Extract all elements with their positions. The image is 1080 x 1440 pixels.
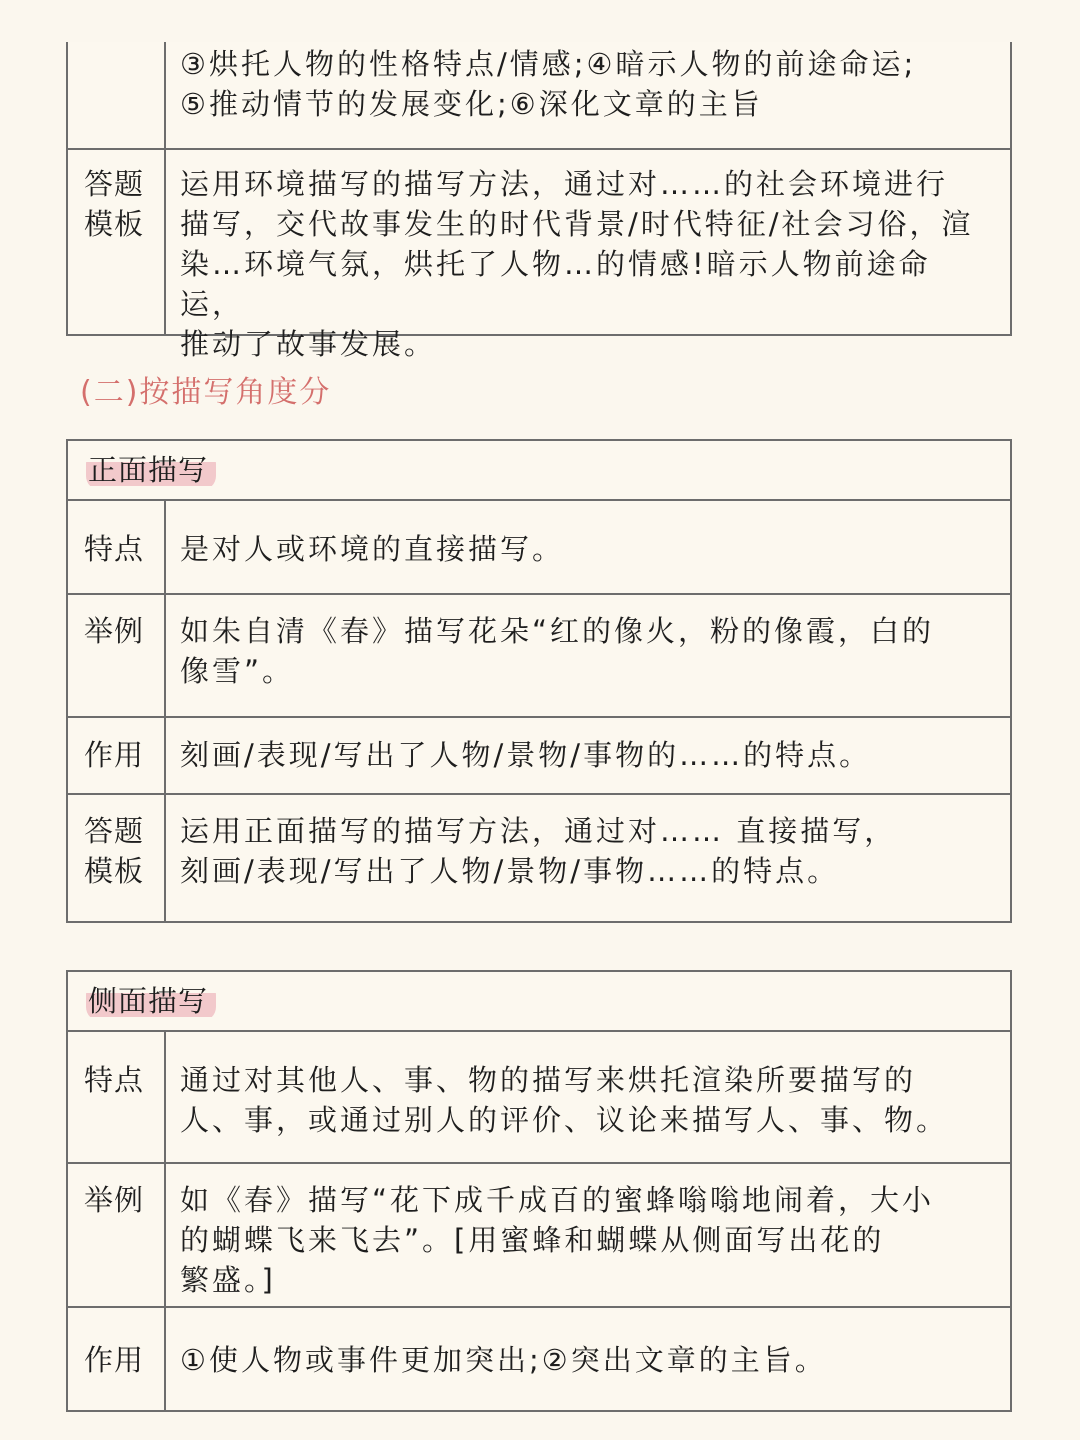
row-text: 运用正面描写的描写方法，通过对…… 直接描写， 刻画/表现/写出了人物/景物/事物……的特点。 <box>180 814 897 888</box>
row-label: 举例 <box>68 1164 166 1306</box>
table-row <box>68 1030 1010 1162</box>
row-text: 是对人或环境的直接描写。 <box>180 532 565 566</box>
table-row <box>68 42 1010 148</box>
table-row <box>68 1306 1010 1410</box>
table-row <box>68 1162 1010 1306</box>
table-environment-continued <box>66 42 1012 361</box>
row-label: 特点 <box>68 1032 166 1162</box>
table-side-description <box>66 970 1012 1412</box>
row-label: 答题 模板 <box>68 150 166 334</box>
row-label <box>68 42 166 148</box>
table-heading <box>68 441 1010 499</box>
table-row <box>68 593 1010 716</box>
table-row <box>68 499 1010 593</box>
table-heading-text: 侧面描写 <box>86 981 216 1021</box>
row-text: 通过对其他人、事、物的描写来烘托渲染所要描写的 人、事，或通过别人的评价、议论来描写人、事、物。 <box>180 1063 949 1137</box>
row-label: 作用 <box>68 718 166 793</box>
table-front-description <box>66 439 1012 923</box>
row-label: 举例 <box>68 595 166 716</box>
row-text: ③烘托人物的性格特点/情感;④暗示人物的前途命运; ⑤推动情节的发展变化;⑥深化文章的主旨 <box>180 47 917 121</box>
row-text: 刻画/表现/写出了人物/景物/事物的……的特点。 <box>180 738 872 772</box>
table-heading <box>68 972 1010 1030</box>
table-heading-text: 正面描写 <box>86 450 216 490</box>
row-label: 作用 <box>68 1308 166 1410</box>
table-row <box>68 148 1010 361</box>
row-text: 运用环境描写的描写方法，通过对……的社会环境进行 描写，交代故事发生的时代背景/时代特征/社会习俗，渲 染…环境气氛，烘托了人物…的情感!暗示人物前途命运， 推动了故事发展。 <box>180 167 974 361</box>
table-row <box>68 716 1010 793</box>
row-label: 答题 模板 <box>68 795 166 921</box>
section-title: (二)按描写角度分 <box>80 375 332 410</box>
row-text: ①使人物或事件更加突出;②突出文章的主旨。 <box>180 1343 827 1377</box>
table-row <box>68 793 1010 921</box>
row-label: 特点 <box>68 501 166 593</box>
row-text: 如朱自清《春》描写花朵“红的像火，粉的像霞，白的 像雪”。 <box>180 614 935 688</box>
row-text: 如《春》描写“花下成千成百的蜜蜂嗡嗡地闹着，大小 的蝴蝶飞来飞去”。[用蜜蜂和蝴蝶从侧面写出花的 繁盛。] <box>180 1183 935 1297</box>
